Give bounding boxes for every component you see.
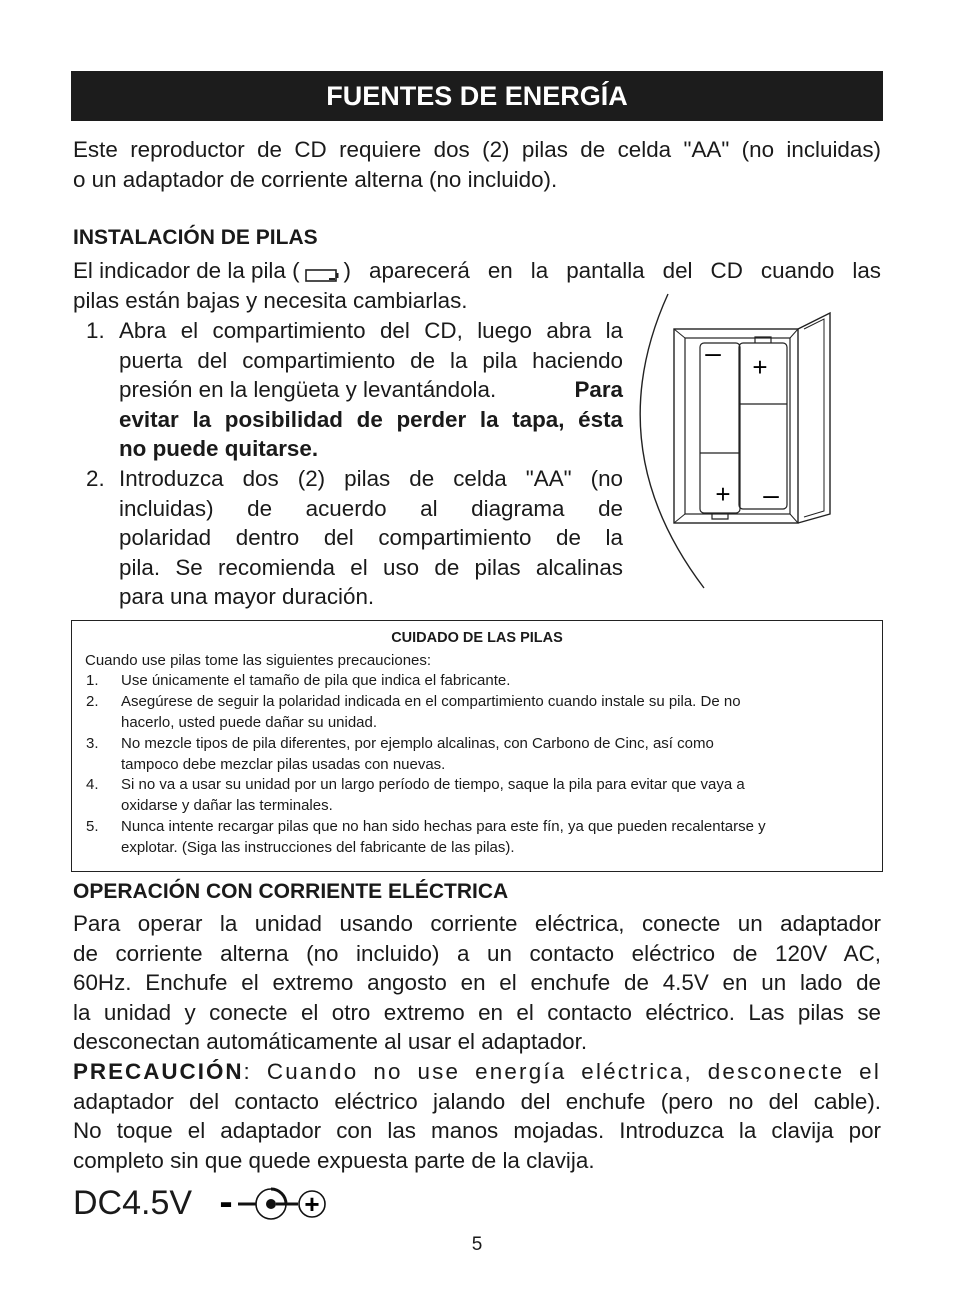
care-item-line: Asegúrese de seguir la polaridad indicada en el compartimiento cuando instale su pila. De no xyxy=(121,693,741,710)
care-item-line: hacerlo, usted puede dañar su unidad. xyxy=(121,713,378,731)
step-number: 1. xyxy=(86,318,105,343)
care-item-line: explotar. (Siga las instrucciones del fabricante de las pilas). xyxy=(121,838,515,856)
step-number: 2. xyxy=(86,466,105,491)
care-item xyxy=(72,671,882,693)
step-warning-line: evitar la posibilidad de perder la tapa, ésta xyxy=(119,406,623,432)
step-line: polaridad dentro del compartimiento de la xyxy=(119,525,623,551)
battery-low-icon xyxy=(302,262,342,280)
battery-care-intro: Cuando use pilas tome las siguientes precauciones: xyxy=(85,652,432,669)
care-item-line: oxidarse y dañar las terminales. xyxy=(121,796,333,814)
battery-care-title: CUIDADO DE LAS PILAS xyxy=(391,630,563,646)
page-number: 5 xyxy=(471,1234,483,1255)
indicator-line: pilas están bajas y necesita cambiarlas. xyxy=(73,287,468,313)
intro-line: o un adaptador de corriente alterna (no incluido). xyxy=(73,166,558,192)
battery-install-heading: INSTALACIÓN DE PILAS xyxy=(73,226,318,249)
care-item-line: Si no va a usar su unidad por un largo período de tiempo, saque la pila para evitar que vaya a xyxy=(121,776,745,793)
ac-line: Para operar la unidad usando corriente eléctrica, conecte un adaptador xyxy=(73,911,881,936)
care-item xyxy=(72,817,882,859)
care-item-number: 4. xyxy=(86,776,99,793)
step-warning-line: no puede quitarse. xyxy=(119,436,319,462)
step-warning-inline: Para xyxy=(574,377,623,403)
caution-text: : Cuando no use energía eléctrica, desconecte el xyxy=(243,1058,881,1084)
step-line: puerta del compartimiento de la pila haciendo xyxy=(119,347,623,373)
care-item xyxy=(72,692,882,734)
care-item-number: 3. xyxy=(86,735,99,752)
plus-sign: + xyxy=(752,352,768,382)
caution-line: completo sin que quede expuesta parte de la clavija. xyxy=(73,1147,595,1173)
step-1-text xyxy=(119,316,623,464)
step-line: pila. Se recomienda el uso de pilas alcalinas xyxy=(119,554,623,580)
section-title: FUENTES DE ENERGÍA xyxy=(326,81,628,111)
indicator-text-after: ) aparecerá en la pantalla del CD cuando las xyxy=(343,258,881,283)
section-header xyxy=(71,71,883,121)
care-item xyxy=(72,734,882,776)
step-2-text xyxy=(119,464,623,612)
polarity-symbol-icon xyxy=(218,1183,330,1225)
step-line: presión en la lengüeta y levantándola. xyxy=(119,377,497,403)
care-item-line: No mezcle tipos de pila diferentes, por ejemplo alcalinas, con Carbono de Cinc, así como xyxy=(121,735,714,752)
compartment-door xyxy=(798,313,830,523)
ac-operation-paragraph xyxy=(73,909,881,1175)
indicator-text-before: El indicador de la pila ( xyxy=(73,258,300,283)
care-item xyxy=(72,775,882,817)
compartment-outer-frame xyxy=(674,329,798,523)
step-line: Introduzca dos (2) pilas de celda "AA" (no xyxy=(119,466,623,491)
ac-line: desconectan automáticamente al usar el adaptador. xyxy=(73,1029,588,1055)
polarity-plus: + xyxy=(304,1189,320,1219)
caution-label: PRECAUCIÓN xyxy=(73,1058,244,1084)
ac-operation-heading: OPERACIÓN CON CORRIENTE ELÉCTRICA xyxy=(73,880,509,903)
minus-sign: – xyxy=(763,479,779,510)
ac-line: 60Hz. Enchufe el extremo angosto en el enchufe de 4.5V en un lado de xyxy=(73,970,881,996)
ac-line: de corriente alterna (no incluido) a un contacto eléctrico de 120V AC, xyxy=(73,940,881,966)
step-line: incluidas) de acuerdo al diagrama de xyxy=(119,495,623,521)
minus-sign: – xyxy=(705,337,721,368)
dc-voltage-label: DC4.5V xyxy=(73,1184,193,1222)
care-item-number: 2. xyxy=(86,693,99,710)
plus-sign: + xyxy=(715,479,731,509)
care-item-number: 5. xyxy=(86,818,99,835)
polarity-minus: - xyxy=(219,1183,233,1224)
intro-line: Este reproductor de CD requiere dos (2) pilas de celda "AA" (no incluidas) xyxy=(73,137,881,162)
step-line: Abra el compartimiento del CD, luego abra la xyxy=(119,318,623,343)
caution-line: adaptador del contacto eléctrico jalando del enchufe (pero no del cable). xyxy=(73,1088,881,1114)
caution-line: No toque el adaptador con las manos mojadas. Introduzca la clavija por xyxy=(73,1118,881,1144)
intro-paragraph xyxy=(73,135,881,194)
ac-line: la unidad y conecte el otro extremo en el contacto eléctrico. Las pilas se xyxy=(73,999,881,1025)
battery-compartment-diagram xyxy=(628,288,868,598)
step-line: para una mayor duración. xyxy=(119,584,375,610)
care-item-number: 1. xyxy=(86,672,99,689)
care-item-line: tampoco debe mezclar pilas usadas con nuevas. xyxy=(121,755,446,773)
care-item-text: Use únicamente el tamaño de pila que indica el fabricante. xyxy=(121,672,511,689)
care-item-line: Nunca intente recargar pilas que no han sido hechas para este fín, ya que pueden recalentarse y xyxy=(121,818,766,835)
battery-care-box xyxy=(71,620,883,872)
